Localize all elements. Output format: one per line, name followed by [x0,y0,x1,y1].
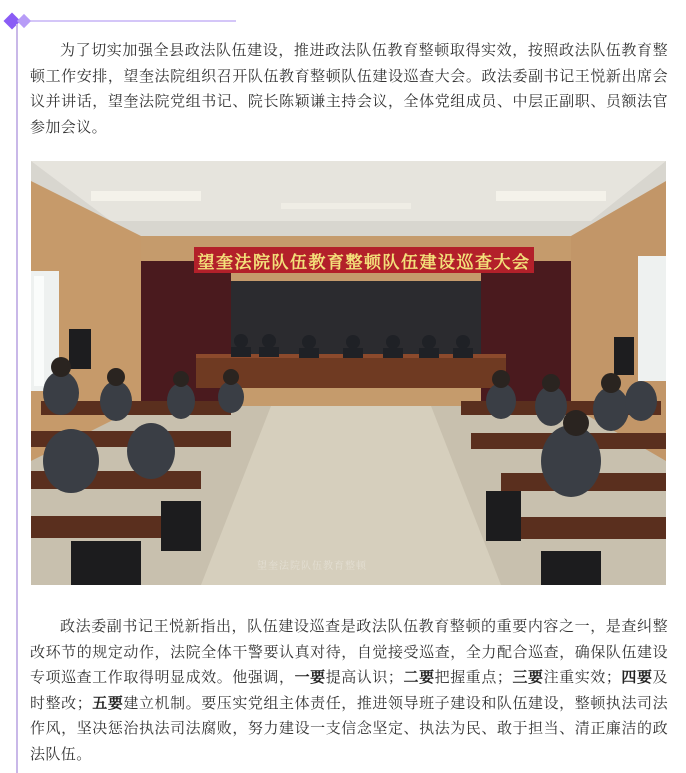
requirement-4-label: 四要 [621,668,653,686]
requirement-3-label: 三要 [512,668,544,686]
banner-text: 望奎法院队伍教育整顿队伍建设巡查大会 [197,253,531,273]
speech-tail: 要压实党组主体责任，推进领导班子建设和队伍建设，整顿执法司法作风，坚决惩治执法司法腐败，努力建设一支信念坚定、执法为民、敢于担当、清正廉洁的政法队伍。 [30,693,668,763]
speech-lead: 政法委副书记王悦新指出，队伍建设巡查是政法队伍教育整顿的重要内容之一，是查纠整改环节的规定动作，法院全体干警要认真对待，自觉接受巡查，全力配合巡查，确保队伍建设专项巡查工作取得明显成效。他强调， [30,617,668,686]
requirement-2-label: 二要 [403,668,435,686]
left-border-line [16,24,18,773]
requirement-5-text: 建立机制。 [123,693,202,712]
meeting-photo [31,161,666,585]
requirement-4-text: 及时整改； [30,668,668,712]
requirement-2-text: 把握重点； [434,668,513,686]
requirement-1-label: 一要 [294,668,326,686]
photo-watermark: 望奎法院队伍教育整顿 [257,561,367,572]
requirement-3-text: 注重实效； [543,668,622,686]
requirement-1-text: 提高认识； [325,668,404,686]
intro-paragraph: 为了切实加强全县政法队伍建设，推进政法队伍教育整顿取得实效，按照政法队伍教育整顿工作安排，望奎法院组织召开队伍教育整顿队伍建设巡查大会。政法委副书记王悦新出席会议并讲话，望奎法院党组书记、院长陈颖谦主持会议，全体党组成员、中层正副职、员额法官参加会议。 [30,41,668,136]
speech-paragraph [30,614,668,767]
requirement-5-label: 五要 [92,693,124,712]
diamond-icon [17,14,31,28]
